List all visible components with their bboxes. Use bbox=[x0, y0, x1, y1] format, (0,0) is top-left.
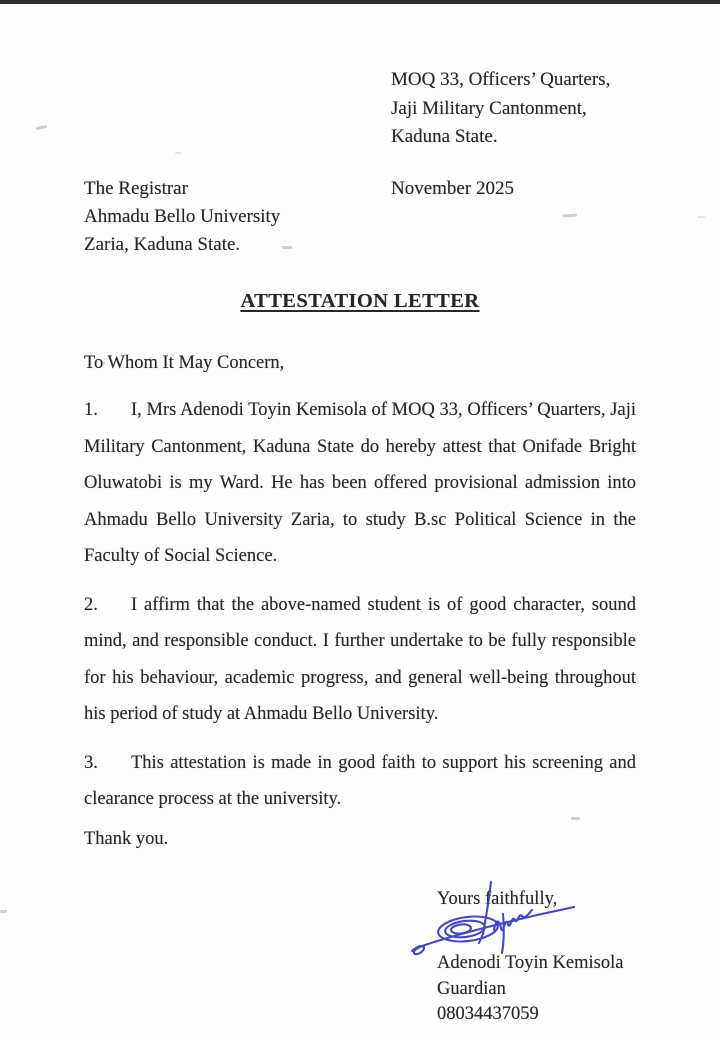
scan-artifact bbox=[102, 362, 105, 365]
closing-line: Yours faithfully, bbox=[437, 889, 558, 909]
recipient-line: Ahmadu Bello University bbox=[84, 206, 281, 227]
paragraph-number: 2. bbox=[84, 594, 98, 615]
scan-artifact bbox=[282, 246, 292, 249]
thank-you-line: Thank you. bbox=[84, 828, 169, 849]
letter-body bbox=[84, 349, 636, 853]
paragraph-text: This attestation is made in good faith to support his screening and clearance process at the university. bbox=[84, 752, 636, 809]
paragraph-3 bbox=[84, 745, 636, 818]
sender-address-line: Jaji Military Cantonment, bbox=[391, 97, 587, 119]
salutation: To Whom It May Concern, bbox=[84, 353, 285, 373]
scan-artifact bbox=[627, 452, 635, 455]
scan-artifact bbox=[36, 125, 47, 130]
letter-title: ATTESTATION LETTER bbox=[240, 290, 480, 312]
signatory-block bbox=[437, 951, 623, 1028]
sender-address-line: MOQ 33, Officers’ Quarters, bbox=[391, 69, 611, 90]
paragraph-1 bbox=[84, 392, 636, 575]
paragraph-text: I affirm that the above-named student is of good character, sound mind, and responsible conduct. I further undertake to be fully responsible for his behaviour, academic progress, and general well-being throughout his period of study at Ahmadu Bello University. bbox=[84, 594, 636, 724]
recipient-line: The Registrar bbox=[84, 178, 188, 199]
signatory-role: Guardian bbox=[437, 978, 506, 999]
scan-artifact bbox=[175, 152, 181, 154]
sender-address-line: Kaduna State. bbox=[391, 126, 498, 147]
signatory-name: Adenodi Toyin Kemisola bbox=[437, 953, 624, 973]
sender-address-block bbox=[391, 66, 610, 152]
scan-artifact bbox=[571, 817, 580, 820]
letter-date: November 2025 bbox=[391, 178, 514, 199]
scan-artifact bbox=[697, 216, 705, 218]
scan-artifact bbox=[0, 910, 7, 913]
paragraph-number: 3. bbox=[84, 752, 98, 773]
paragraph-number: 1. bbox=[84, 400, 98, 420]
signatory-phone: 08034437059 bbox=[437, 1004, 539, 1024]
scan-artifact bbox=[563, 214, 577, 218]
handwritten-signature bbox=[406, 876, 586, 962]
paragraph-text: I, Mrs Adenodi Toyin Kemisola of MOQ 33, Officers’ Quarters, Jaji Military Cantonment, Kaduna State do hereby attest that Onifade Bright Oluwatobi is my Ward. He has been offered provisional admission into Ahmadu Bello University Zaria, to study B.sc Political Science in the Faculty of Social Science. bbox=[84, 400, 636, 566]
paragraph-2 bbox=[84, 587, 636, 733]
recipient-block bbox=[84, 175, 280, 259]
recipient-line: Zaria, Kaduna State. bbox=[84, 234, 241, 255]
